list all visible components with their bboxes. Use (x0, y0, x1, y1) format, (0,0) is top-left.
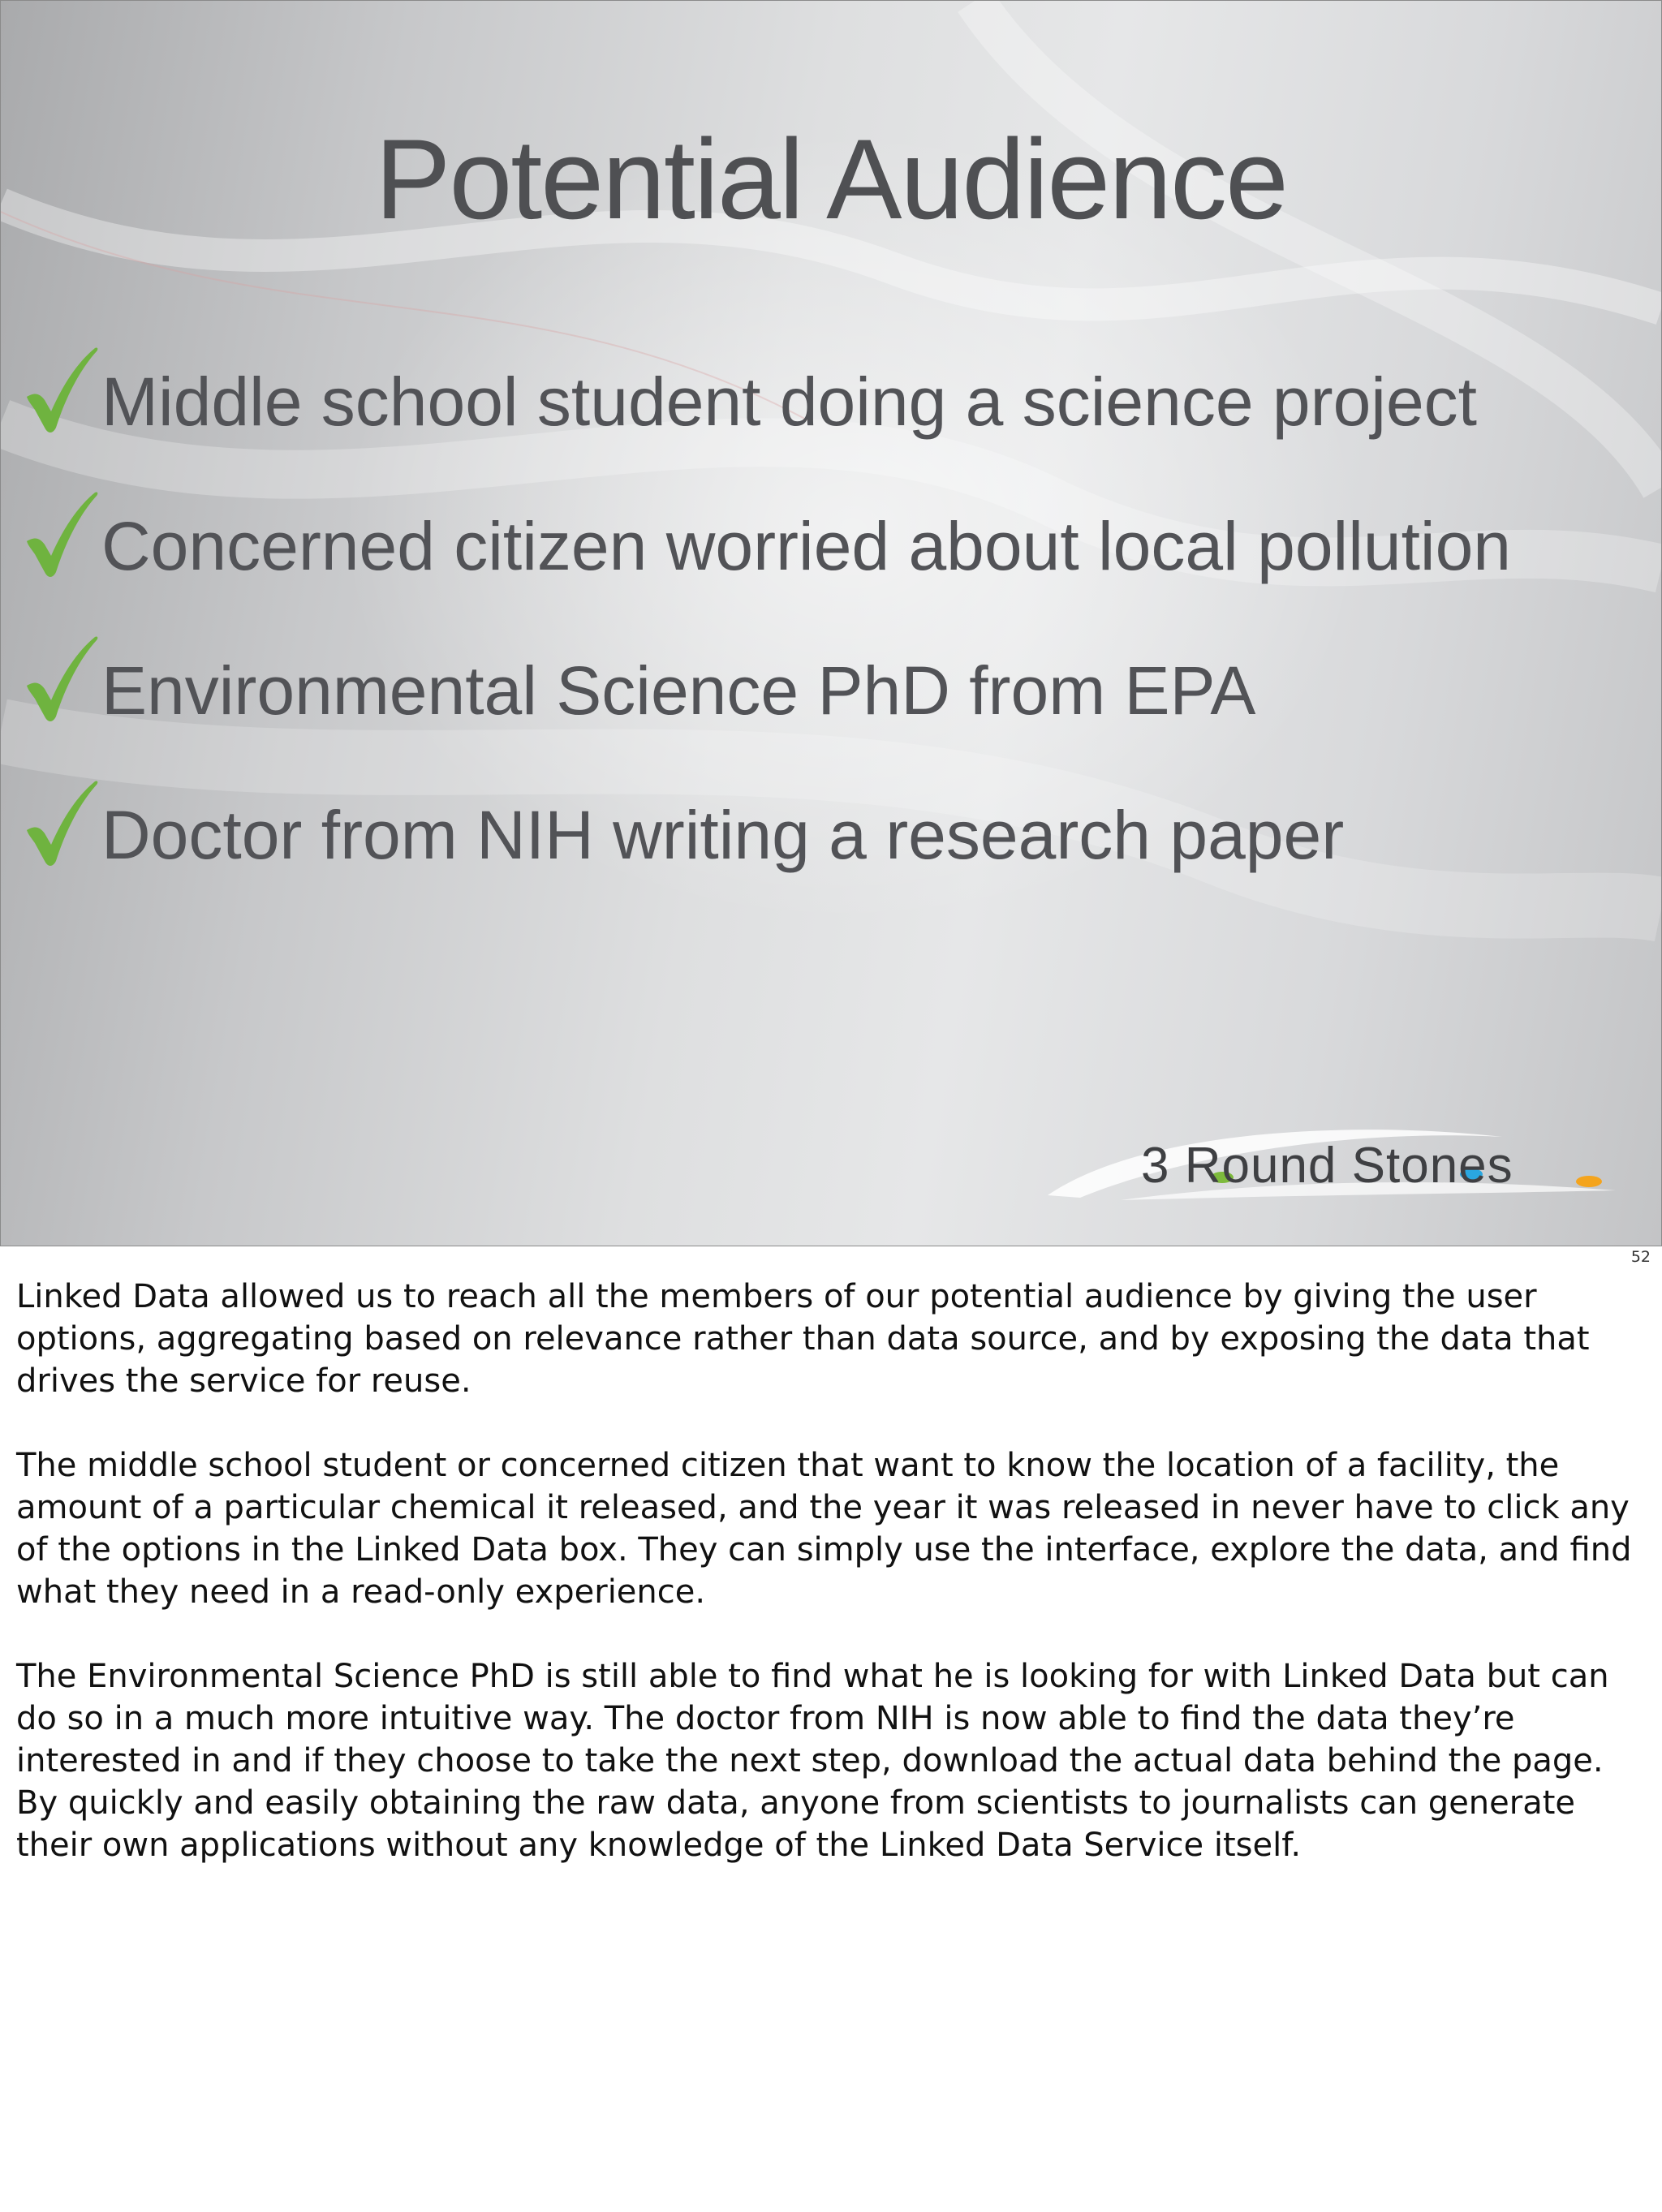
notes-paragraph: Linked Data allowed us to reach all the members of our potential audience by giving the user options, aggregating based on relevance rather than data source, and by exposing the data that drives the service for reuse. (16, 1278, 1590, 1400)
bullet-item (24, 783, 1511, 927)
bullet-item (24, 639, 1511, 783)
logo-text: 3 Round Stones (1141, 1138, 1513, 1194)
checkmark-icon (24, 780, 98, 867)
bullet-text: Doctor from NIH writing a research paper (101, 797, 1345, 873)
slide-title: Potential Audience (375, 115, 1287, 243)
company-logo (1048, 1121, 1616, 1210)
checkmark-icon (24, 491, 98, 579)
bullet-text: Concerned citizen worried about local pollution (101, 508, 1512, 584)
checkmark-icon (24, 346, 98, 434)
bullet-text: Middle school student doing a science project (101, 364, 1478, 440)
bullet-list (24, 350, 1511, 927)
checkmark-icon (24, 635, 98, 723)
page-number: 52 (1630, 1248, 1651, 1266)
bullet-item (24, 350, 1511, 494)
bullet-text: Environmental Science PhD from EPA (101, 652, 1256, 729)
speaker-notes (16, 1276, 1647, 1909)
bullet-item (24, 494, 1511, 639)
notes-paragraph: The middle school student or concerned citizen that want to know the location of a facility, the amount of a particular chemical it released, and the year it was released in never have to click any of the options in the Linked Data box. They can simply use the interface, explore the data, and find what they need in a read-only experience. (16, 1447, 1632, 1611)
notes-paragraph: The Environmental Science PhD is still able to find what he is looking for with Linked Data but can do so in a much more intuitive way. The doctor from NIH is now able to find the data they’re interested in and if they choose to take the next step, download the actual data behind the page. By quickly and easily obtaining the raw data, anyone from scientists to journalists can generate their own applications without any knowledge of the Linked Data Service itself. (16, 1658, 1609, 1864)
